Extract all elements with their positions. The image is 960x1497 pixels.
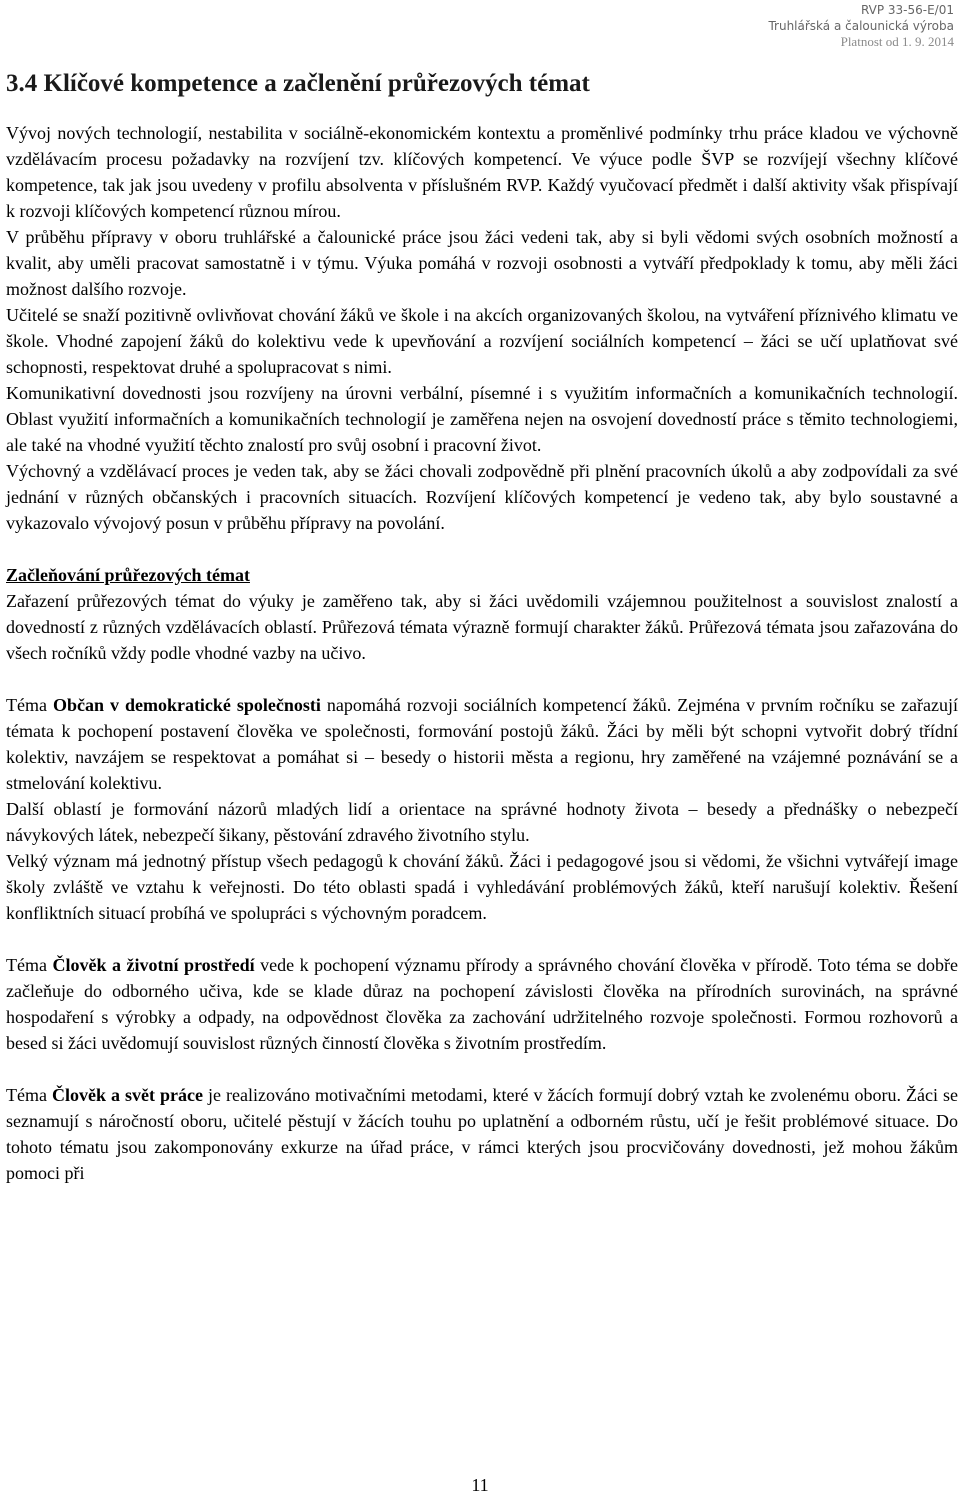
document-body — [6, 120, 958, 1186]
paragraph: V průběhu přípravy v oboru truhlářské a čalounické práce jsou žáci vedeni tak, aby si byli vědomi svých osobních možností a kvalit, aby uměli pracovat samostatně i v týmu. Výuka pomáhá v rozvoji osobnosti a vytváří předpoklady k tomu, aby měli žáci možnost dalšího rozvoje. — [6, 227, 958, 299]
paragraph: Učitelé se snaží pozitivně ovlivňovat chování žáků ve škole i na akcích organizovaných školou, na vytváření příznivého klimatu ve škole. Vhodné zapojení žáků do kolektivu vede k upevňování a rozvíjení sociálních kompetencí – žáci se učí uplatňovat své schopnosti, respektovat druhé a spolupracovat s nimi. — [6, 305, 958, 377]
paragraph: Další oblastí je formování názorů mladých lidí a orientace na správné hodnoty života – besedy a přednášky o nebezpečí návykových látek, nebezpečí šikany, pěstování zdravého životního stylu. — [6, 799, 958, 845]
paragraph: Výchovný a vzdělávací proces je veden tak, aby se žáci chovali zodpovědně při plnění pracovních úkolů a aby zodpovídali za své jednání v různých občanských i pracovních situacích. Rozvíjení klíčových kompetencí je vedeno tak, aby bylo soustavné a vykazovalo vývojový posun v průběhu přípravy na povolání. — [6, 461, 958, 533]
theme-name: Občan v demokratické společnosti — [52, 695, 321, 715]
header-field: Truhlářská a čalounická výroba — [768, 19, 954, 33]
theme-prefix: Téma — [6, 955, 53, 975]
header-validity: Platnost od 1. 9. 2014 — [840, 34, 954, 49]
theme-text: napomáhá rozvoji sociálních kompetencí žáků. Zejména v prvním ročníku se zařazují témata k pochopení postavení člověka ve společnosti, formování postojů žáků. Žáci by měli být schopni vytvořit dobrý třídní kolektiv, navzájem se respektovat a pomáhat si – besedy o historii města a regionu, hry zaměřené na vzájemné poznávání se a stmelování kolektivu. — [6, 695, 958, 793]
paragraph: Zařazení průřezových témat do výuky je zaměřeno tak, aby si žáci uvědomili vzájemnou použitelnost a souvislost znalostí a dovedností z různých vzdělávacích oblastí. Průřezová témata výrazně formují charakter žáků. Průřezová témata jsou zařazována do všech ročníků vždy podle vhodné vazby na učivo. — [6, 591, 958, 663]
theme-text: je realizováno motivačními metodami, které v žácích formují dobrý vztah ke zvolenému oboru. Žáci se seznamují s náročností oboru, učitelé pěstují v žácích touhu po uplatnění a odborném růstu, učí je řešit problémové situace. Do tohoto tématu jsou zakomponovány exkurze na úřad práce, v rámci kterých jsou procvičovány dovednosti, jež mohou žákům pomoci při — [6, 1085, 959, 1183]
theme-paragraph — [6, 692, 958, 796]
paragraph: Vývoj nových technologií, nestabilita v sociálně-ekonomickém kontextu a proměnlivé podmínky trhu práce kladou ve výchovně vzdělávacím procesu požadavky na rozvíjení tzv. klíčových kompetencí. Ve výuce podle ŠVP se rozvíjejí všechny klíčové kompetence, tak jak jsou uvedeny v profilu absolventa v příslušném RVP. Každý vyučovací předmět i další aktivity však přispívají k rozvoji klíčových kompetencí různou mírou. — [6, 123, 958, 221]
paragraph: Komunikativní dovednosti jsou rozvíjeny na úrovni verbální, písemné i s využitím informačních a komunikačních technologií. Oblast využití informačních a komunikačních technologií je zaměřena nejen na osvojení dovedností práce s těmito technologiemi, ale také na vhodné využití těchto znalostí pro svůj osobní i pracovní život. — [6, 383, 958, 455]
theme-prefix: Téma — [6, 695, 53, 715]
page-number: 11 — [471, 1475, 489, 1495]
theme-paragraph — [6, 1082, 958, 1186]
subsection-title: Začleňování průřezových témat — [6, 565, 250, 585]
section-heading: 3.4 Klíčové kompetence a začlenění průřezových témat — [6, 70, 590, 97]
theme-text: vede k pochopení významu přírody a správného chování člověka v přírodě. Toto téma se dobře začleňuje do odborného učiva, kde se klade důraz na pochopení závislosti člověka na přírodních surovinách, na správné hospodaření s výrobky a odpady, na odpovědnost člověka za zachování udržitelného rozvoje společnosti. Formou rozhovorů a besed si žáci uvědomují souvislost různých činností člověka s životním prostředím. — [6, 955, 958, 1053]
header-code: RVP 33-56-E/01 — [860, 3, 954, 17]
page-header — [768, 2, 954, 50]
theme-name: Člověk a životní prostředí — [52, 955, 255, 975]
theme-name: Člověk a svět práce — [52, 1085, 204, 1105]
paragraph: Velký význam má jednotný přístup všech pedagogů k chování žáků. Žáci i pedagogové jsou si vědomi, že všichni vytvářejí image školy zvláště ve vztahu k veřejnosti. Do této oblasti spadá i vyhledávání problémových žáků, kteří narušují kolektiv. Řešení konfliktních situací probíhá ve spolupráci s výchovným poradcem. — [6, 851, 958, 923]
theme-paragraph — [6, 952, 958, 1056]
theme-prefix: Téma — [6, 1085, 52, 1105]
